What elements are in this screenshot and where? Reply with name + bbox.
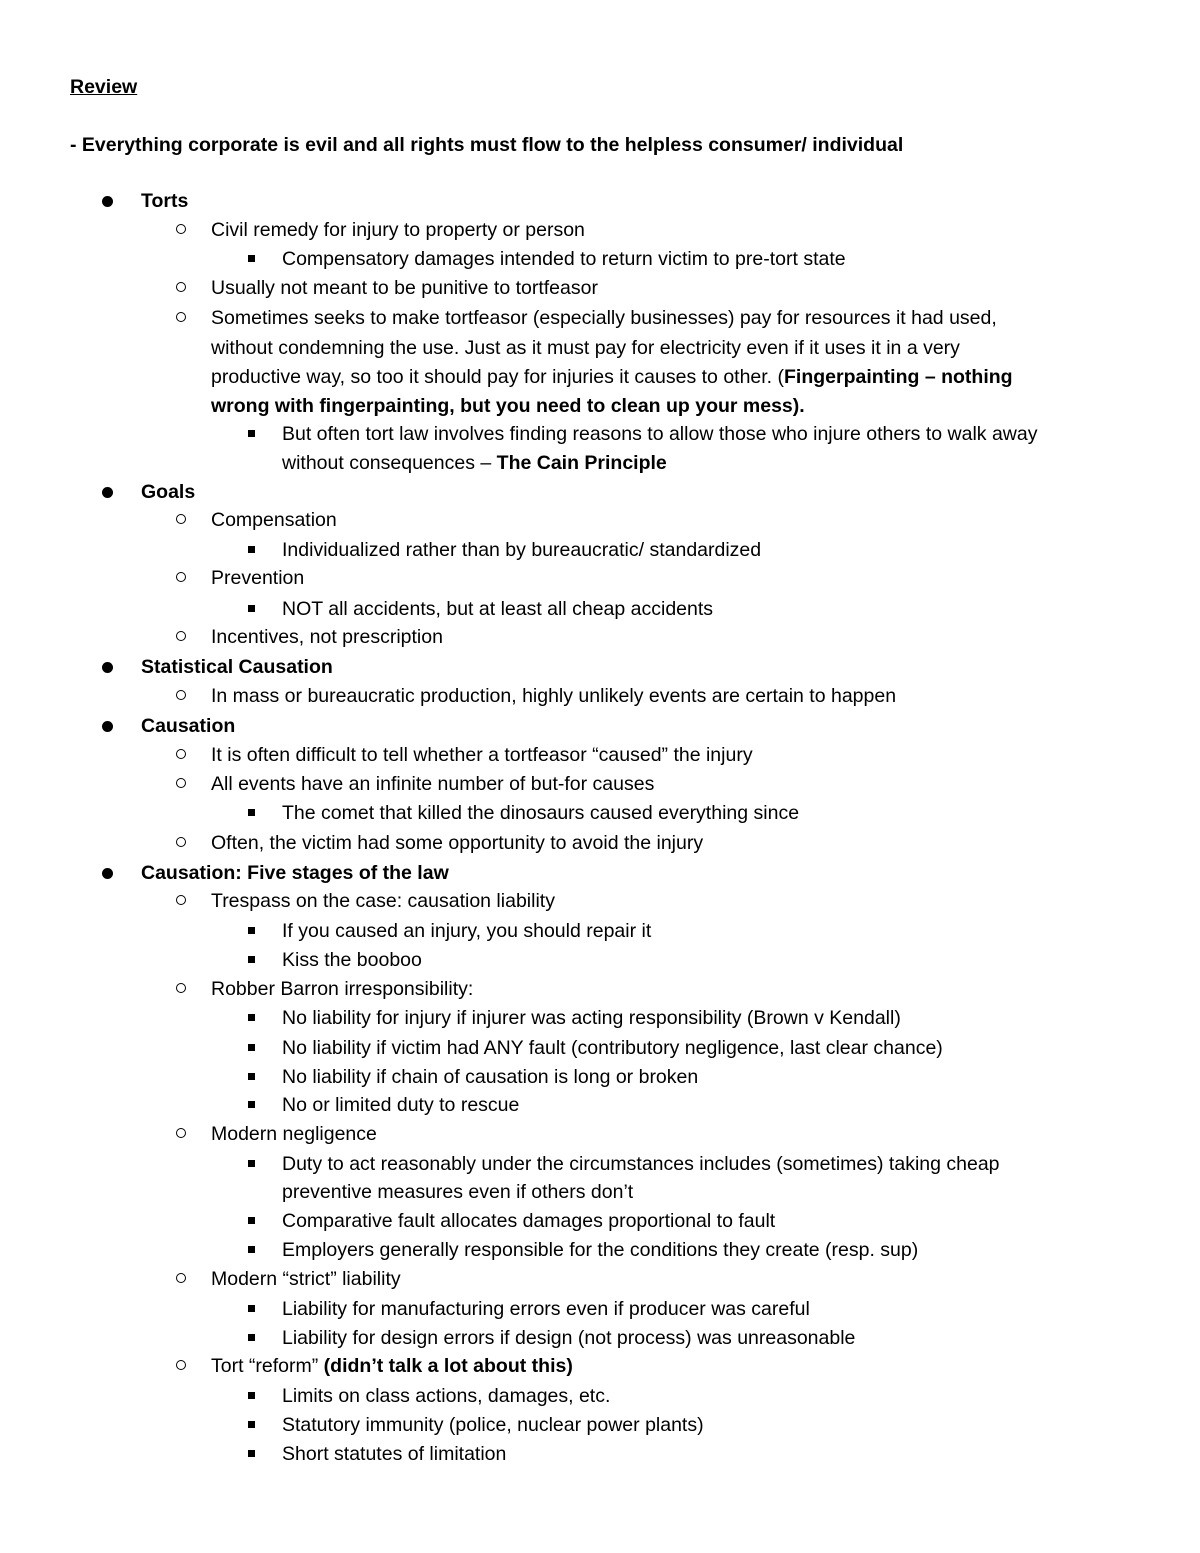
heading-text: Statistical Causation	[141, 656, 333, 678]
list-item	[0, 1207, 1200, 1236]
item-text: Liability for manufacturing errors even if producer was careful	[282, 1298, 810, 1320]
item-text: In mass or bureaucratic production, highly unlikely events are certain to happen	[211, 685, 897, 707]
hollow-bullet-icon	[176, 837, 186, 847]
item-text: Usually not meant to be punitive to tortfeasor	[211, 277, 598, 299]
list-item	[0, 682, 1200, 711]
item-text	[211, 363, 1013, 392]
square-bullet-icon	[248, 1246, 255, 1253]
item-text: Robber Barron irresponsibility:	[211, 978, 474, 1000]
list-item	[0, 506, 1200, 535]
outline-item-causation	[0, 712, 1200, 741]
hollow-bullet-icon	[176, 778, 186, 788]
filled-bullet-icon	[102, 662, 113, 673]
list-item-continuation	[0, 363, 1200, 392]
item-text: Sometimes seeks to make tortfeasor (especially businesses) pay for resources it had used,	[211, 307, 997, 329]
list-item	[0, 304, 1200, 333]
outline-item-statistical-causation	[0, 653, 1200, 682]
list-item	[0, 274, 1200, 303]
square-bullet-icon	[248, 1450, 255, 1457]
filled-bullet-icon	[102, 487, 113, 498]
hollow-bullet-icon	[176, 895, 186, 905]
item-text: Modern “strict” liability	[211, 1268, 401, 1290]
list-item	[0, 216, 1200, 245]
hollow-bullet-icon	[176, 1360, 186, 1370]
square-bullet-icon	[248, 927, 255, 934]
list-item	[0, 770, 1200, 799]
list-item	[0, 1034, 1200, 1063]
list-item	[0, 595, 1200, 624]
square-bullet-icon	[248, 956, 255, 963]
heading-text: Torts	[141, 190, 189, 212]
item-text: Prevention	[211, 567, 305, 589]
item-text: Incentives, not prescription	[211, 626, 443, 648]
hollow-bullet-icon	[176, 749, 186, 759]
item-text: without condemning the use. Just as it must pay for electricity even if it uses it in a very	[211, 337, 960, 359]
list-item	[0, 536, 1200, 565]
heading-text: Goals	[141, 481, 196, 503]
square-bullet-icon	[248, 1014, 255, 1021]
square-bullet-icon	[248, 430, 255, 437]
hollow-bullet-icon	[176, 1128, 186, 1138]
list-item-continuation	[0, 1178, 1200, 1207]
list-item	[0, 741, 1200, 770]
heading-text: Causation	[141, 715, 236, 737]
list-item	[0, 1063, 1200, 1092]
list-item	[0, 245, 1200, 274]
hollow-bullet-icon	[176, 312, 186, 322]
square-bullet-icon	[248, 1421, 255, 1428]
item-text: Employers generally responsible for the conditions they create (resp. sup)	[282, 1239, 919, 1261]
square-bullet-icon	[248, 809, 255, 816]
hollow-bullet-icon	[176, 1273, 186, 1283]
square-bullet-icon	[248, 1073, 255, 1080]
bold-text: (didn’t talk a lot about this)	[323, 1355, 573, 1377]
list-item	[0, 799, 1200, 828]
list-item	[0, 1004, 1200, 1033]
item-text: Liability for design errors if design (not process) was unreasonable	[282, 1327, 856, 1349]
item-text: No liability if victim had ANY fault (contributory negligence, last clear chance)	[282, 1037, 943, 1059]
list-item	[0, 1352, 1200, 1381]
square-bullet-icon	[248, 605, 255, 612]
hollow-bullet-icon	[176, 514, 186, 524]
square-bullet-icon	[248, 1334, 255, 1341]
item-text: It is often difficult to tell whether a tortfeasor “caused” the injury	[211, 744, 753, 766]
item-text	[211, 392, 805, 421]
list-item	[0, 975, 1200, 1004]
list-item	[0, 1120, 1200, 1149]
square-bullet-icon	[248, 1160, 255, 1167]
item-text: preventive measures even if others don’t	[282, 1181, 634, 1203]
item-text	[211, 1352, 573, 1381]
list-item	[0, 1150, 1200, 1179]
item-text: But often tort law involves finding reasons to allow those who injure others to walk away	[282, 423, 1038, 445]
list-item	[0, 829, 1200, 858]
list-item	[0, 1411, 1200, 1440]
square-bullet-icon	[248, 546, 255, 553]
list-item	[0, 1265, 1200, 1294]
list-item-continuation	[0, 334, 1200, 363]
plain-text: without consequences –	[282, 452, 497, 474]
plain-text: productive way, so too it should pay for injuries it causes to other. (	[211, 366, 785, 388]
square-bullet-icon	[248, 1044, 255, 1051]
item-text: Comparative fault allocates damages proportional to fault	[282, 1210, 776, 1232]
list-item	[0, 1236, 1200, 1265]
list-item-continuation	[0, 392, 1200, 421]
page-title: Review	[70, 76, 138, 98]
item-text: NOT all accidents, but at least all cheap accidents	[282, 598, 714, 620]
list-item	[0, 1324, 1200, 1353]
item-text: Limits on class actions, damages, etc.	[282, 1385, 611, 1407]
outline-item-goals	[0, 478, 1200, 507]
intro-statement: - Everything corporate is evil and all rights must flow to the helpless consumer/ individual	[70, 134, 904, 156]
hollow-bullet-icon	[176, 572, 186, 582]
filled-bullet-icon	[102, 868, 113, 879]
item-text: Trespass on the case: causation liability	[211, 890, 555, 912]
outline-item-torts	[0, 187, 1200, 216]
list-item-continuation	[0, 449, 1200, 478]
filled-bullet-icon	[102, 721, 113, 732]
filled-bullet-icon	[102, 196, 113, 207]
heading-text: Causation: Five stages of the law	[141, 862, 449, 884]
item-text: Modern negligence	[211, 1123, 377, 1145]
list-item	[0, 1382, 1200, 1411]
hollow-bullet-icon	[176, 282, 186, 292]
list-item	[0, 917, 1200, 946]
item-text: If you caused an injury, you should repair it	[282, 920, 652, 942]
item-text: Compensatory damages intended to return victim to pre-tort state	[282, 248, 846, 270]
list-item	[0, 1440, 1200, 1469]
square-bullet-icon	[248, 1392, 255, 1399]
item-text: Compensation	[211, 509, 337, 531]
list-item	[0, 564, 1200, 593]
plain-text: Tort “reform”	[211, 1355, 324, 1377]
hollow-bullet-icon	[176, 631, 186, 641]
item-text: Duty to act reasonably under the circumstances includes (sometimes) taking cheap	[282, 1153, 1000, 1175]
square-bullet-icon	[248, 1217, 255, 1224]
hollow-bullet-icon	[176, 690, 186, 700]
square-bullet-icon	[248, 1305, 255, 1312]
bold-text: Fingerpainting – nothing	[784, 366, 1013, 388]
list-item	[0, 887, 1200, 916]
list-item	[0, 420, 1200, 449]
item-text: All events have an infinite number of but-for causes	[211, 773, 655, 795]
item-text: Individualized rather than by bureaucratic/ standardized	[282, 539, 762, 561]
item-text: Statutory immunity (police, nuclear power plants)	[282, 1414, 704, 1436]
bold-text: The Cain Principle	[496, 452, 667, 474]
list-item	[0, 1295, 1200, 1324]
item-text: Kiss the booboo	[282, 949, 422, 971]
outline-item-five-stages	[0, 859, 1200, 888]
item-text: Short statutes of limitation	[282, 1443, 507, 1465]
bold-text: wrong with fingerpainting, but you need to clean up your mess).	[211, 395, 805, 417]
item-text	[282, 449, 667, 478]
list-item	[0, 946, 1200, 975]
item-text: Civil remedy for injury to property or person	[211, 219, 585, 241]
item-text: No liability for injury if injurer was acting responsibility (Brown v Kendall)	[282, 1007, 901, 1029]
item-text: Often, the victim had some opportunity to avoid the injury	[211, 832, 704, 854]
list-item	[0, 623, 1200, 652]
item-text: No or limited duty to rescue	[282, 1094, 520, 1116]
item-text: The comet that killed the dinosaurs caused everything since	[282, 802, 800, 824]
hollow-bullet-icon	[176, 224, 186, 234]
hollow-bullet-icon	[176, 983, 186, 993]
square-bullet-icon	[248, 1101, 255, 1108]
list-item	[0, 1091, 1200, 1120]
square-bullet-icon	[248, 255, 255, 262]
item-text: No liability if chain of causation is long or broken	[282, 1066, 699, 1088]
